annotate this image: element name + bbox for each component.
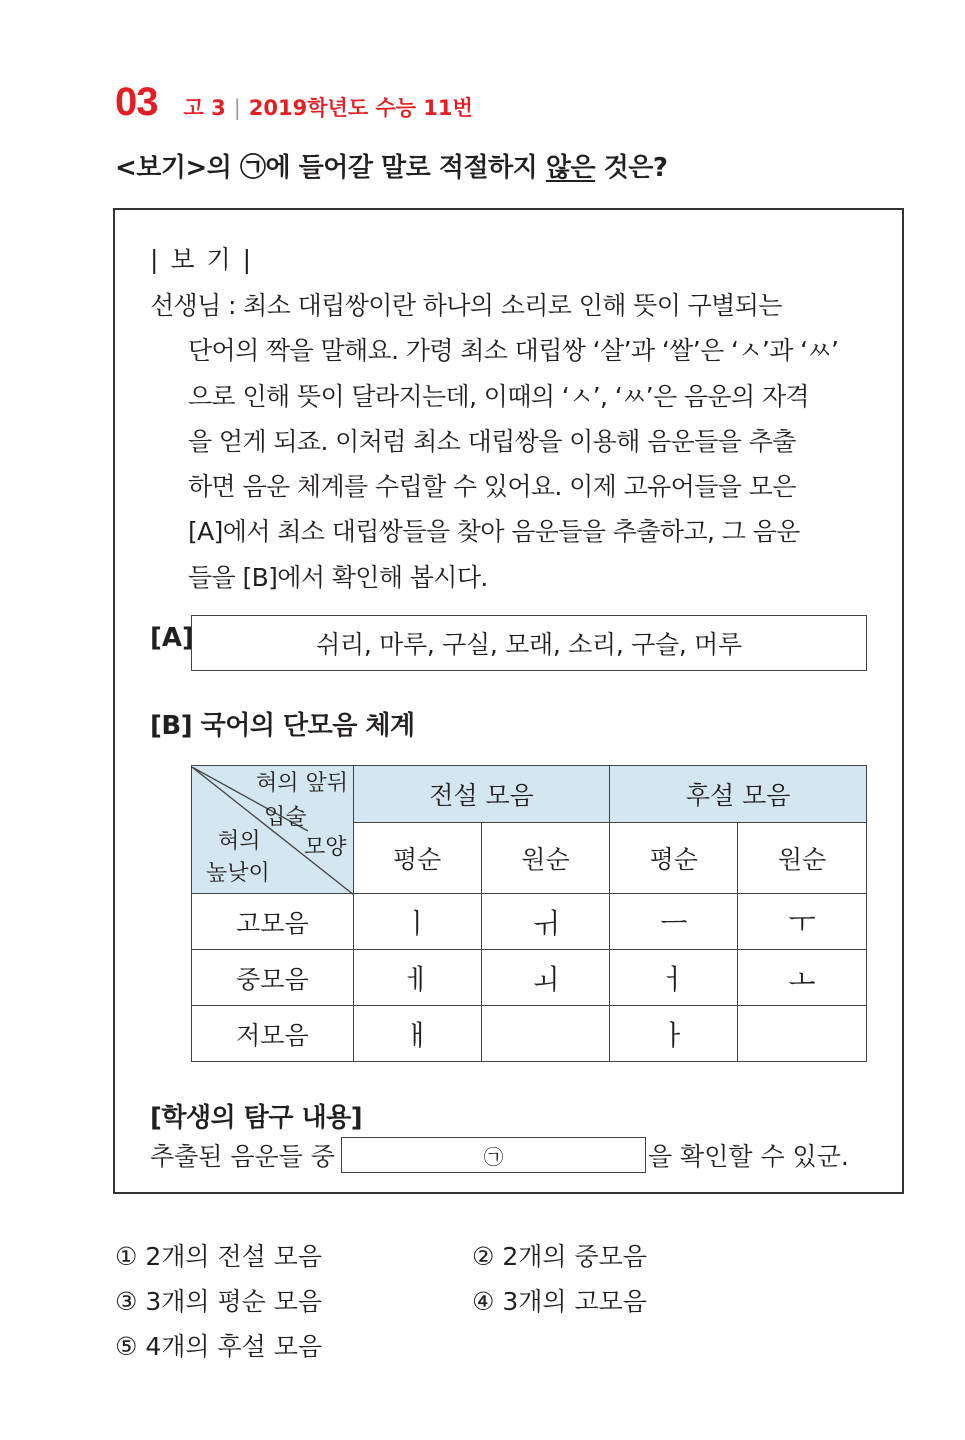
sub-header-rounded: 원순 (481, 823, 610, 894)
table-row (192, 1006, 867, 1062)
meta-divider: | (233, 96, 241, 120)
vowel-cell: ㅐ (353, 1006, 481, 1062)
question-text (115, 147, 667, 184)
choice-5[interactable]: ⑤ 4개의 후설 모음 (115, 1332, 323, 1361)
table-row (192, 950, 867, 1006)
vowel-cell: ㅏ (610, 1006, 738, 1062)
diag-label-height-1: 혀의 (218, 829, 261, 854)
question-text-post: 것은? (595, 153, 668, 183)
a-word-box (191, 615, 867, 671)
choice-4[interactable]: ④ 3개의 고모음 (472, 1287, 647, 1316)
bogi-label: | 보 기 | (150, 245, 253, 274)
choice-2[interactable]: ② 2개의 중모음 (472, 1242, 647, 1271)
b-title: [B] 국어의 단모음 체계 (150, 711, 415, 741)
blank-marker: ㉠ (483, 1144, 504, 1169)
choice-3[interactable]: ③ 3개의 평순 모음 (115, 1287, 323, 1316)
vowel-cell: ㅣ (353, 894, 481, 950)
question-header (115, 80, 473, 125)
paragraph-line: 단어의 짝을 말해요. 가령 최소 대립쌍 ‘살’과 ‘쌀’은 ‘ㅅ’과 ‘ㅆ’ (188, 336, 839, 366)
sub-header-rounded: 원순 (738, 823, 867, 894)
source-label: 2019학년도 수능 11번 (248, 96, 473, 120)
diag-label-shape: 모양 (304, 835, 347, 860)
vowel-cell: ㅓ (610, 950, 738, 1006)
row-label: 저모음 (192, 1006, 354, 1062)
grade-label: 고 3 (183, 96, 226, 120)
diagonal-header-cell (192, 766, 354, 894)
vowel-cell: ㅡ (610, 894, 738, 950)
paragraph-line: 선생님 : 최소 대립쌍이란 하나의 소리로 인해 뜻이 구별되는 (150, 291, 782, 320)
inquiry-pre: 추출된 음운들 중 (150, 1142, 335, 1171)
diag-label-front-back: 혀의 앞뒤 (256, 771, 349, 796)
teacher-paragraph (150, 283, 868, 600)
paragraph-line: 하면 음운 체계를 수립할 수 있어요. 이제 고유어들을 모은 (188, 472, 796, 502)
question-text-underlined: 않은 (545, 153, 596, 183)
table-row (192, 894, 867, 950)
vowel-cell (738, 1006, 867, 1062)
row-label: 고모음 (192, 894, 354, 950)
front-vowel-header: 전설 모음 (353, 766, 610, 823)
sub-header-unrounded: 평순 (353, 823, 481, 894)
paragraph-line: 을 얻게 되죠. 이처럼 최소 대립쌍을 이용해 음운들을 추출 (188, 426, 796, 456)
inquiry-line (150, 1137, 849, 1173)
vowel-cell: ㅔ (353, 950, 481, 1006)
vowel-cell: ㅜ (738, 894, 867, 950)
answer-blank (341, 1137, 646, 1173)
vowel-table (191, 765, 867, 1062)
question-number: 03 (115, 80, 158, 124)
a-label: [A] (150, 623, 194, 653)
diag-label-lip: 입술 (264, 805, 307, 830)
choice-1[interactable]: ① 2개의 전설 모음 (115, 1242, 323, 1271)
inquiry-post: 을 확인할 수 있군. (647, 1142, 849, 1171)
inquiry-title: [학생의 탐구 내용] (150, 1103, 363, 1133)
vowel-cell: ㅗ (738, 950, 867, 1006)
question-meta (184, 92, 473, 122)
paragraph-line: 들을 [B]에서 확인해 봅시다. (188, 562, 488, 592)
paragraph-line: [A]에서 최소 대립쌍들을 찾아 음운들을 추출하고, 그 음운 (188, 517, 800, 547)
question-text-pre: <보기>의 ㉠에 들어갈 말로 적절하지 (115, 153, 546, 183)
vowel-cell (481, 1006, 610, 1062)
back-vowel-header: 후설 모음 (610, 766, 867, 823)
sub-header-unrounded: 평순 (610, 823, 738, 894)
row-label: 중모음 (192, 950, 354, 1006)
diag-label-height-2: 높낮이 (206, 861, 270, 886)
vowel-cell: ㅟ (481, 894, 610, 950)
paragraph-line: 으로 인해 뜻이 달라지는데, 이때의 ‘ㅅ’, ‘ㅆ’은 음운의 자격 (188, 381, 809, 411)
vowel-cell: ㅚ (481, 950, 610, 1006)
a-word-list: 쉬리, 마루, 구실, 모래, 소리, 구슬, 머루 (316, 630, 742, 659)
